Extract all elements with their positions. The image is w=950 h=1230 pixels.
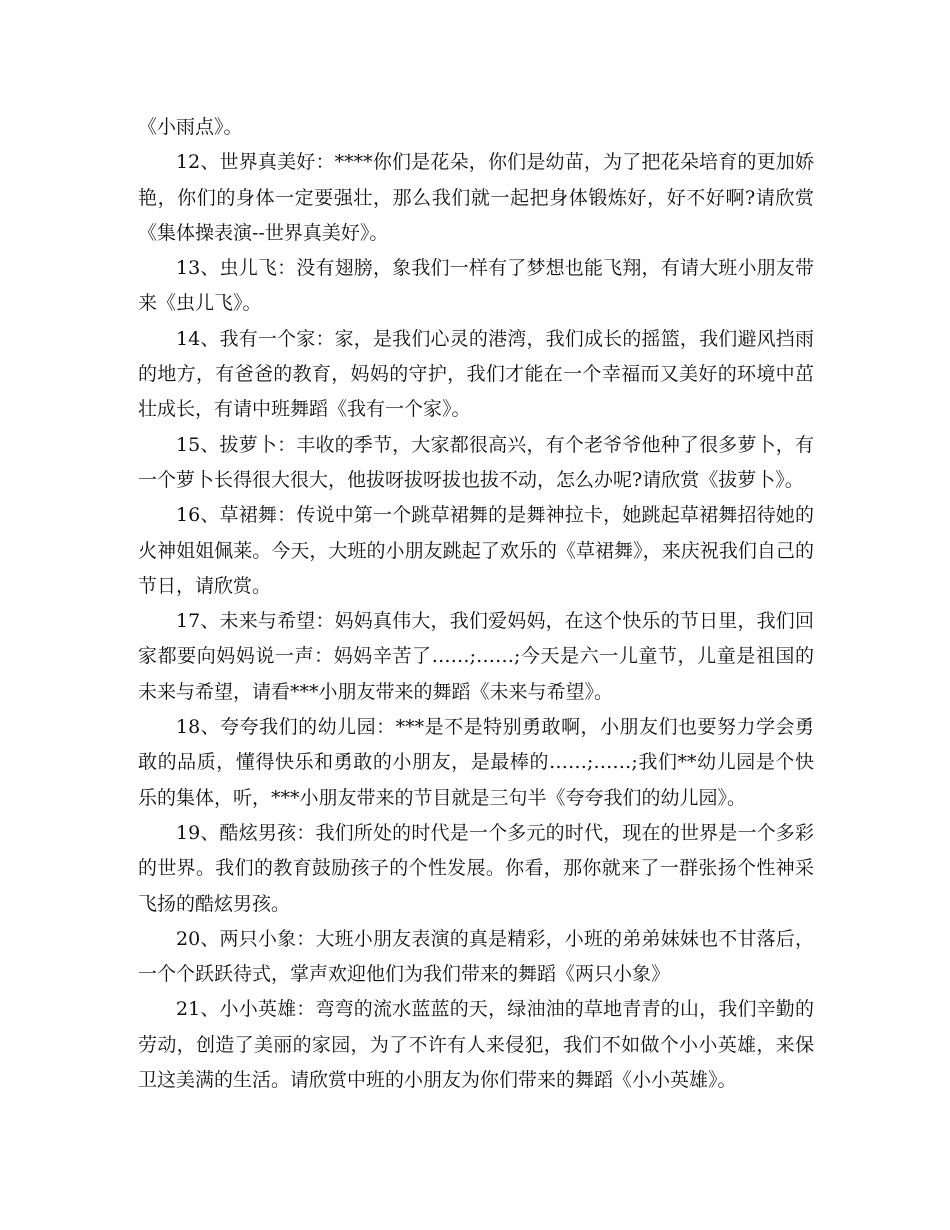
- program-item-18: 18、夸夸我们的幼儿园：***是不是特别勇敢啊，小朋友们也要努力学会勇敢的品质，懂得快乐和勇敢的小朋友，是最棒的……;……;我们**幼儿园是个快乐的集体，听，***小朋友带来的节目就是三句半《夸夸我们的幼儿园》。: [138, 716, 814, 809]
- document-body: [138, 110, 814, 1098]
- program-item-14: 14、我有一个家：家，是我们心灵的港湾，我们成长的摇篮，我们避风挡雨的地方，有爸爸的教育，妈妈的守护，我们才能在一个幸福而又美好的环境中茁壮成长，有请中班舞蹈《我有一个家》。: [138, 327, 814, 421]
- program-item-21: 21、小小英雄：弯弯的流水蓝蓝的天，绿油油的草地青青的山，我们辛勤的劳动，创造了美丽的家园，为了不许有人来侵犯，我们不如做个小小英雄，来保卫这美满的生活。请欣赏中班的小朋友为你们带来的舞蹈《小小英雄》。: [138, 998, 814, 1092]
- program-item-16: 16、草裙舞：传说中第一个跳草裙舞的是舞神拉卡，她跳起草裙舞招待她的火神姐姐佩莱。今天，大班的小朋友跳起了欢乐的《草裙舞》，来庆祝我们自己的节日，请欣赏。: [138, 504, 814, 597]
- program-item-15: 15、拔萝卜：丰收的季节，大家都很高兴，有个老爷爷他种了很多萝卜，有一个萝卜长得很大很大，他拔呀拔呀拔也拔不动，怎么办呢?请欣赏《拔萝卜》。: [138, 433, 814, 491]
- program-item-17: 17、未来与希望：妈妈真伟大，我们爱妈妈，在这个快乐的节日里，我们回家都要向妈妈说一声：妈妈辛苦了……;……;今天是六一儿童节，儿童是祖国的未来与希望，请看***小朋友带来的舞蹈《未来与希望》。: [138, 610, 814, 703]
- program-item-20: 20、两只小象：大班小朋友表演的真是精彩，小班的弟弟妹妹也不甘落后，一个个跃跃待式，掌声欢迎他们为我们带来的舞蹈《两只小象》: [138, 927, 814, 986]
- program-item-19: 19、酷炫男孩：我们所处的时代是一个多元的时代，现在的世界是一个多彩的世界。我们的教育鼓励孩子的个性发展。你看，那你就来了一群张扬个性神采飞扬的酷炫男孩。: [138, 821, 814, 915]
- lead-line: 《小雨点》。: [138, 116, 243, 138]
- program-item-13: 13、虫儿飞：没有翅膀，象我们一样有了梦想也能飞翔，有请大班小朋友带来《虫儿飞》。: [138, 257, 814, 315]
- program-item-12: 12、世界真美好：****你们是花朵，你们是幼苗，为了把花朵培育的更加娇艳，你们的身体一定要强壮，那么我们就一起把身体锻炼好，好不好啊?请欣赏《集体操表演--世界真美好》。: [138, 151, 814, 244]
